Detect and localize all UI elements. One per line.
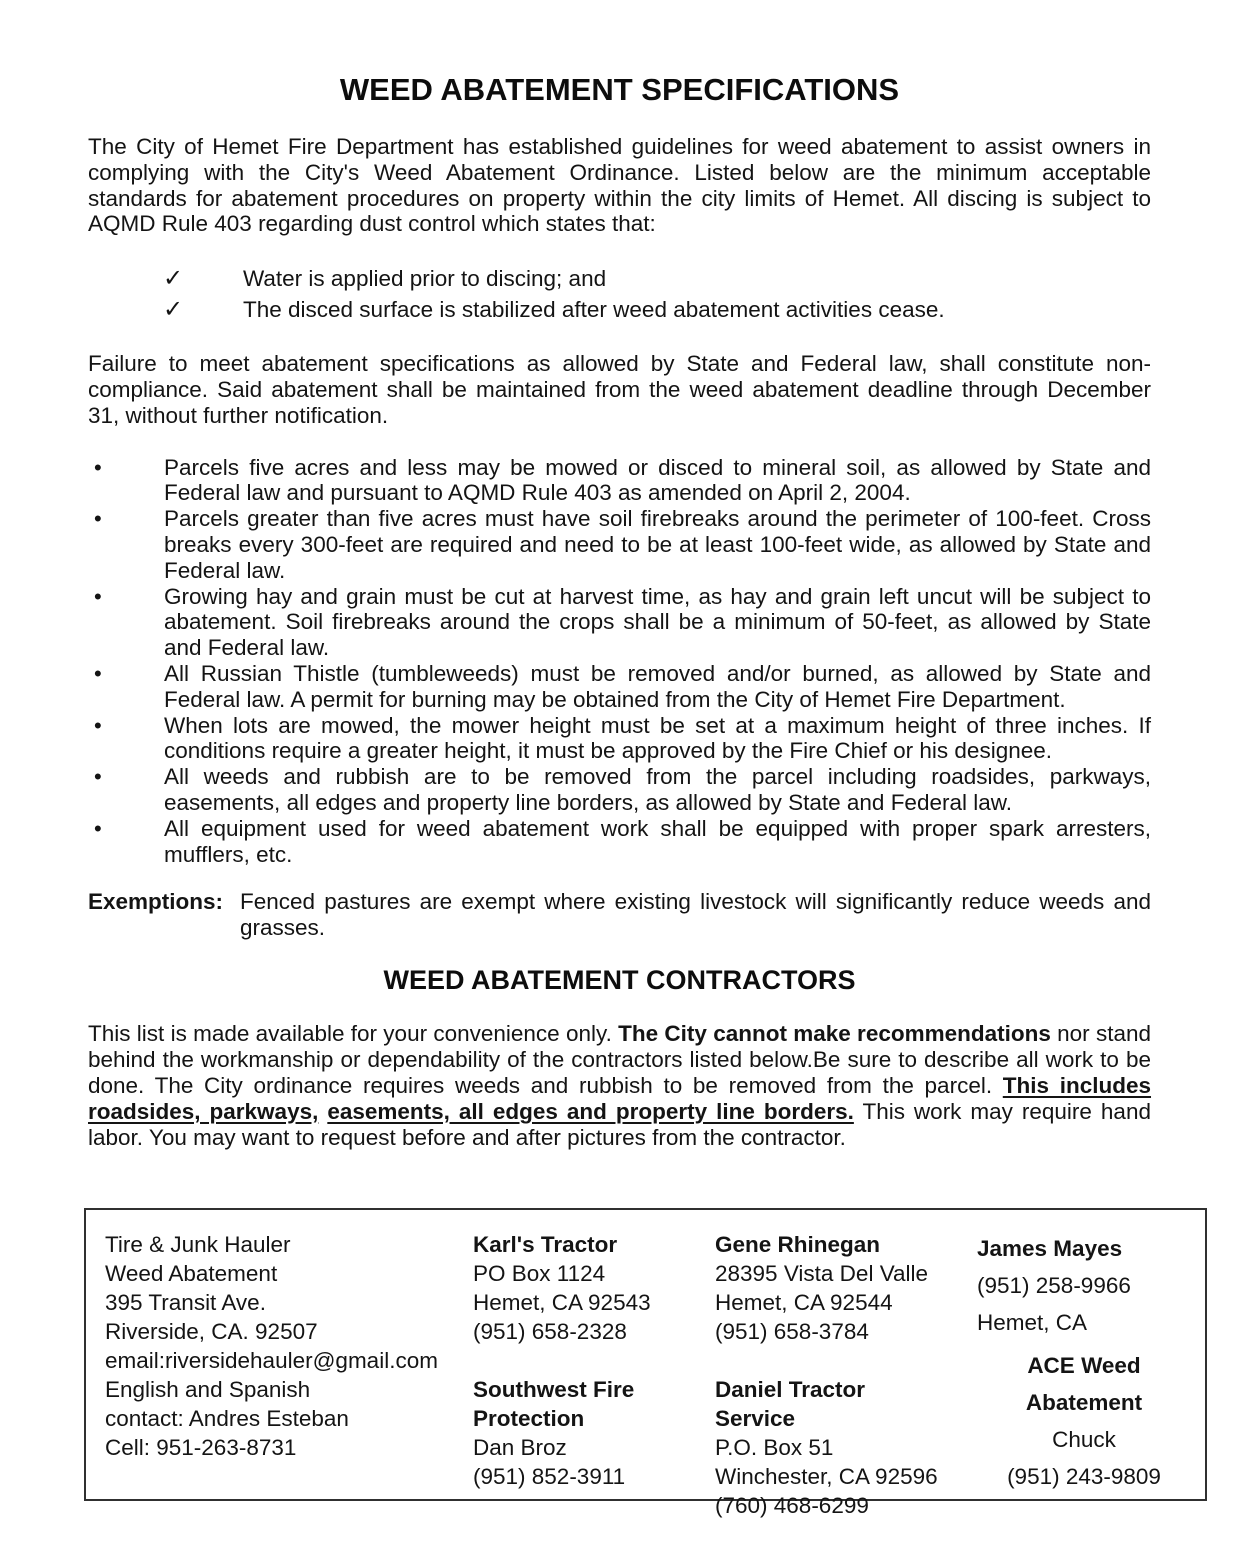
column-spacer [473, 1346, 715, 1375]
bullet-item [88, 506, 1151, 583]
column-spacer [715, 1346, 977, 1375]
contractor-line: Winchester, CA 92596 [715, 1464, 938, 1490]
page-title: WEED ABATEMENT SPECIFICATIONS [339, 72, 900, 107]
contractor-line: English and Spanish [105, 1377, 311, 1403]
contractor-phone: (951) 658-3784 [715, 1319, 869, 1345]
bullet-icon: • [94, 815, 102, 841]
hand-labor-text: This work may require hand labor. You may want to request before and after pictures from the contractor. [88, 1098, 1151, 1150]
contractor-phone: (951) 658-2328 [473, 1319, 627, 1345]
contractor-column-4 [977, 1230, 1205, 1499]
bullet-icon: • [94, 764, 102, 790]
includes-underline-text-1: This includes roadsides, parkways, [88, 1072, 1152, 1124]
describe-work-text: nor stand behind the workmanship or dependability of the contractors listed below.Be sure to describe all work to be done. The City ordinance requires weeds and rubbish to be removed from the parcel. [88, 1021, 1151, 1098]
bullet-item [88, 816, 1151, 868]
contractor-phone: (760) 468-6299 [715, 1493, 869, 1519]
document-content [88, 72, 1151, 1150]
contractor-column-1 [105, 1230, 473, 1499]
bullet-icon: • [94, 583, 102, 609]
bullet-icon: • [94, 712, 102, 738]
contractor-line: 395 Transit Ave. [105, 1290, 266, 1316]
check-item [88, 263, 1151, 294]
bullet-icon: • [94, 454, 102, 480]
spec-bullet-list [88, 455, 1151, 868]
bullet-item-text: All Russian Thistle (tumbleweeds) must be removed and/or burned, as allowed by State and Federal law. A permit for burning may be obtained from the City of Hemet Fire Department. [164, 660, 1151, 712]
contractor-name: Southwest Fire [473, 1377, 635, 1403]
contractor-line: Hemet, CA 92543 [473, 1290, 651, 1316]
contractor-name: Protection [473, 1406, 585, 1432]
contractor-name: Service [715, 1406, 796, 1432]
contractor-name: Karl's Tractor [473, 1232, 618, 1258]
contractor-email: email:riversidehauler@gmail.com [105, 1348, 438, 1374]
contractor-line: Dan Broz [473, 1435, 567, 1461]
bullet-item-text: Parcels greater than five acres must have soil firebreaks around the perimeter of 100-feet. Cross breaks every 300-feet are required and need to be at least 100-feet wide, as allowed by State and Federal law. [164, 506, 1151, 583]
contractor-name: Daniel Tractor [715, 1377, 866, 1403]
check-item [88, 294, 1151, 325]
failure-paragraph: Failure to meet abatement specifications as allowed by State and Federal law, shall constitute non-compliance. Said abatement shall be maintained from the weed abatement deadline through December 31, without further notification. [88, 351, 1151, 428]
includes-underline-text-2: easements, all edges and property line borders. [327, 1098, 854, 1124]
contractor-name: James Mayes [977, 1236, 1123, 1262]
contractor-name: Abatement [1025, 1390, 1143, 1416]
contractor-line: Tire & Junk Hauler [105, 1232, 291, 1258]
bullet-item-text: When lots are mowed, the mower height must be set at a maximum height of three inches. If conditions require a greater height, it must be approved by the Fire Chief or his designee. [164, 712, 1151, 764]
contractor-column-2 [473, 1230, 715, 1499]
contractor-line: P.O. Box 51 [715, 1435, 834, 1461]
bullet-item [88, 713, 1151, 765]
contractor-phone: (951) 852-3911 [473, 1464, 626, 1490]
bullet-icon: • [94, 660, 102, 686]
contractor-column-3 [715, 1230, 977, 1519]
exemptions-label: Exemptions: [88, 889, 224, 915]
contractor-line: PO Box 1124 [473, 1261, 606, 1287]
bullet-item-text: Growing hay and grain must be cut at harvest time, as hay and grain left uncut will be subject to abatement. Soil firebreaks around the crops shall be a minimum of 50-feet, as allowed by State and Federal law. [164, 583, 1151, 661]
exemptions-text: Fenced pastures are exempt where existing livestock will significantly reduce weeds and grasses. [240, 889, 1151, 941]
contractor-name: Gene Rhinegan [715, 1232, 881, 1258]
contractor-phone: (951) 243-9809 [1007, 1464, 1161, 1490]
contractor-phone: Cell: 951-263-8731 [105, 1435, 297, 1461]
bullet-item [88, 584, 1151, 661]
checkmark-icon: ✓ [163, 265, 184, 293]
contractor-line: Hemet, CA 92544 [715, 1290, 893, 1316]
convenience-text: This list is made available for your convenience only. [88, 1021, 619, 1047]
contractors-box [84, 1208, 1207, 1519]
no-recommendations-bold-text: The City cannot make recommendations [618, 1021, 1051, 1047]
contractor-line: Weed Abatement [105, 1261, 278, 1287]
contractor-line: Riverside, CA. 92507 [105, 1319, 318, 1345]
contractor-line: Chuck [1052, 1427, 1116, 1453]
checkmark-icon: ✓ [163, 296, 184, 324]
bullet-item-text: All equipment used for weed abatement work shall be equipped with proper spark arresters, mufflers, etc. [164, 815, 1151, 867]
bullet-item [88, 455, 1151, 507]
contractor-line: 28395 Vista Del Valle [715, 1261, 929, 1287]
bullet-item-text: All weeds and rubbish are to be removed from the parcel including roadsides, parkways, easements, all edges and property line borders, as allowed by State and Federal law. [164, 764, 1151, 815]
contractor-name: ACE Weed [1027, 1353, 1141, 1379]
bullet-item [88, 764, 1151, 816]
bullet-item-text: Parcels five acres and less may be mowed or disced to mineral soil, as allowed by State and Federal law and pursuant to AQMD Rule 403 as amended on April 2, 2004. [164, 454, 1151, 506]
check-item-text: The disced surface is stabilized after weed abatement activities cease. [243, 297, 945, 323]
check-item-text: Water is applied prior to discing; and [243, 266, 607, 292]
exemptions-row [88, 889, 1151, 941]
contractor-line: contact: Andres Esteban [105, 1406, 349, 1432]
underline-separator [318, 1099, 327, 1124]
contractors-heading: WEED ABATEMENT CONTRACTORS [383, 965, 856, 996]
bullet-item [88, 661, 1151, 713]
intro-paragraph: The City of Hemet Fire Department has established guidelines for weed abatement to assist owners in complying with the City's Weed Abatement Ordinance. Listed below are the minimum acceptable standards for abatement procedures on property within the city limits of Hemet. All discing is subject to AQMD Rule 403 regarding dust control which states that: [88, 134, 1151, 237]
check-list [88, 263, 1151, 325]
contractor-phone: (951) 258-9966 [977, 1273, 1131, 1299]
contractor-line: Hemet, CA [977, 1310, 1088, 1336]
bullet-icon: • [94, 506, 102, 532]
contractors-paragraph [88, 1021, 1151, 1150]
